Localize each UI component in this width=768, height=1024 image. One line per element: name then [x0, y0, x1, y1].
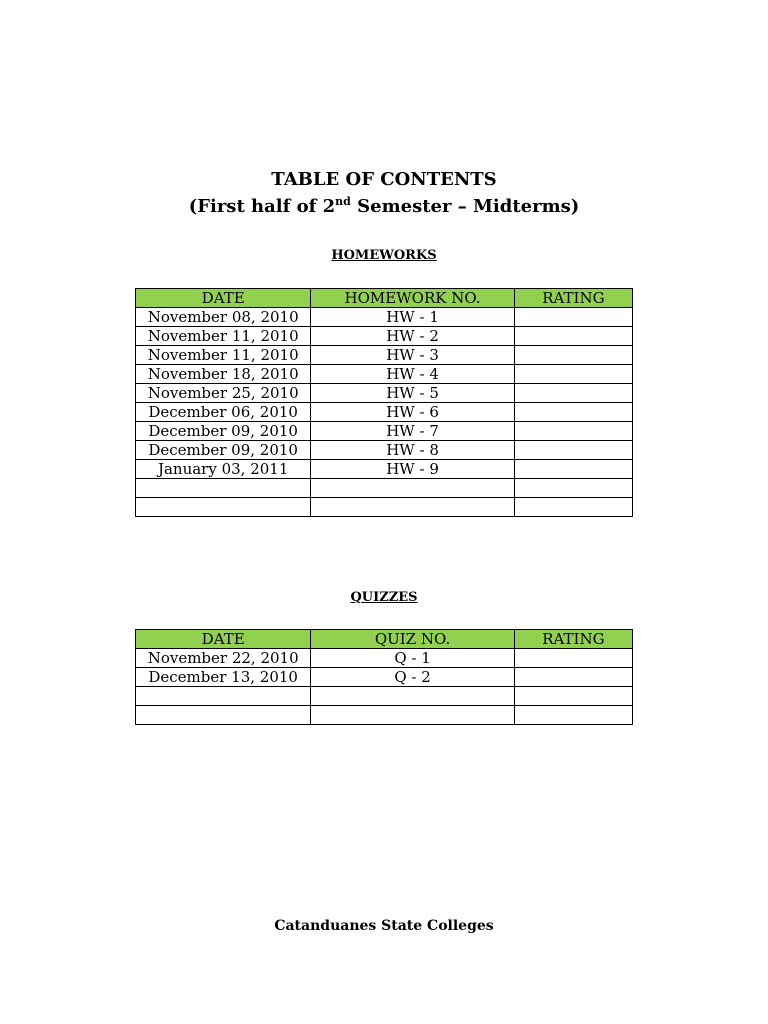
cell-homework-no: HW - 6 — [311, 403, 514, 422]
table-row — [136, 649, 633, 668]
cell-date: December 09, 2010 — [136, 422, 311, 441]
cell-rating — [514, 460, 632, 479]
cell-quiz-no: Q - 1 — [311, 649, 514, 668]
cell-date: November 18, 2010 — [136, 365, 311, 384]
cell-homework-no: HW - 3 — [311, 346, 514, 365]
page-title: TABLE OF CONTENTS — [271, 169, 497, 190]
cell-date: December 09, 2010 — [136, 441, 311, 460]
cell-quiz-no — [311, 706, 514, 725]
cell-homework-no: HW - 4 — [311, 365, 514, 384]
cell-homework-no: HW - 9 — [311, 460, 514, 479]
table-row — [136, 668, 633, 687]
cell-date — [136, 706, 311, 725]
cell-date — [136, 479, 311, 498]
cell-date: November 11, 2010 — [136, 346, 311, 365]
cell-date: November 25, 2010 — [136, 384, 311, 403]
column-header-date: DATE — [136, 289, 311, 308]
table-row — [136, 346, 633, 365]
cell-date — [136, 687, 311, 706]
table-row — [136, 365, 633, 384]
cell-rating — [514, 687, 632, 706]
cell-rating — [514, 365, 632, 384]
cell-rating — [514, 346, 632, 365]
cell-date: January 03, 2011 — [136, 460, 311, 479]
cell-rating — [514, 706, 632, 725]
column-header-quiz-no: QUIZ NO. — [311, 630, 514, 649]
cell-homework-no: HW - 2 — [311, 327, 514, 346]
quizzes-table — [135, 629, 633, 725]
table-row — [136, 403, 633, 422]
table-header-row — [136, 289, 633, 308]
table-row — [136, 441, 633, 460]
cell-rating — [514, 327, 632, 346]
column-header-rating: RATING — [514, 630, 632, 649]
column-header-date: DATE — [136, 630, 311, 649]
subtitle-suffix: Semester – Midterms) — [350, 196, 580, 217]
institution-footer: Catanduanes State Colleges — [274, 918, 494, 934]
cell-rating — [514, 668, 632, 687]
cell-date: November 08, 2010 — [136, 308, 311, 327]
cell-rating — [514, 649, 632, 668]
table-header-row — [136, 630, 633, 649]
cell-rating — [514, 403, 632, 422]
cell-quiz-no: Q - 2 — [311, 668, 514, 687]
quizzes-heading: QUIZZES — [350, 590, 418, 605]
table-row — [136, 327, 633, 346]
table-row — [136, 706, 633, 725]
table-row — [136, 422, 633, 441]
cell-rating — [514, 498, 632, 517]
subtitle-prefix: (First half of 2 — [188, 196, 336, 217]
cell-rating — [514, 479, 632, 498]
cell-rating — [514, 384, 632, 403]
cell-rating — [514, 441, 632, 460]
cell-date: December 13, 2010 — [136, 668, 311, 687]
column-header-homework-no: HOMEWORK NO. — [311, 289, 514, 308]
cell-date: November 11, 2010 — [136, 327, 311, 346]
cell-homework-no: HW - 1 — [311, 308, 514, 327]
table-row — [136, 460, 633, 479]
table-row — [136, 384, 633, 403]
homeworks-table — [135, 288, 633, 517]
table-row — [136, 498, 633, 517]
cell-homework-no: HW - 7 — [311, 422, 514, 441]
table-row — [136, 308, 633, 327]
homeworks-heading: HOMEWORKS — [331, 248, 437, 263]
table-row — [136, 687, 633, 706]
cell-rating — [514, 308, 632, 327]
cell-date — [136, 498, 311, 517]
page-subtitle — [0, 194, 768, 220]
cell-date: December 06, 2010 — [136, 403, 311, 422]
table-row — [136, 479, 633, 498]
cell-homework-no — [311, 498, 514, 517]
cell-homework-no — [311, 479, 514, 498]
cell-date: November 22, 2010 — [136, 649, 311, 668]
cell-homework-no: HW - 8 — [311, 441, 514, 460]
subtitle-superscript: nd — [335, 195, 351, 208]
cell-quiz-no — [311, 687, 514, 706]
cell-rating — [514, 422, 632, 441]
cell-homework-no: HW - 5 — [311, 384, 514, 403]
column-header-rating: RATING — [514, 289, 632, 308]
